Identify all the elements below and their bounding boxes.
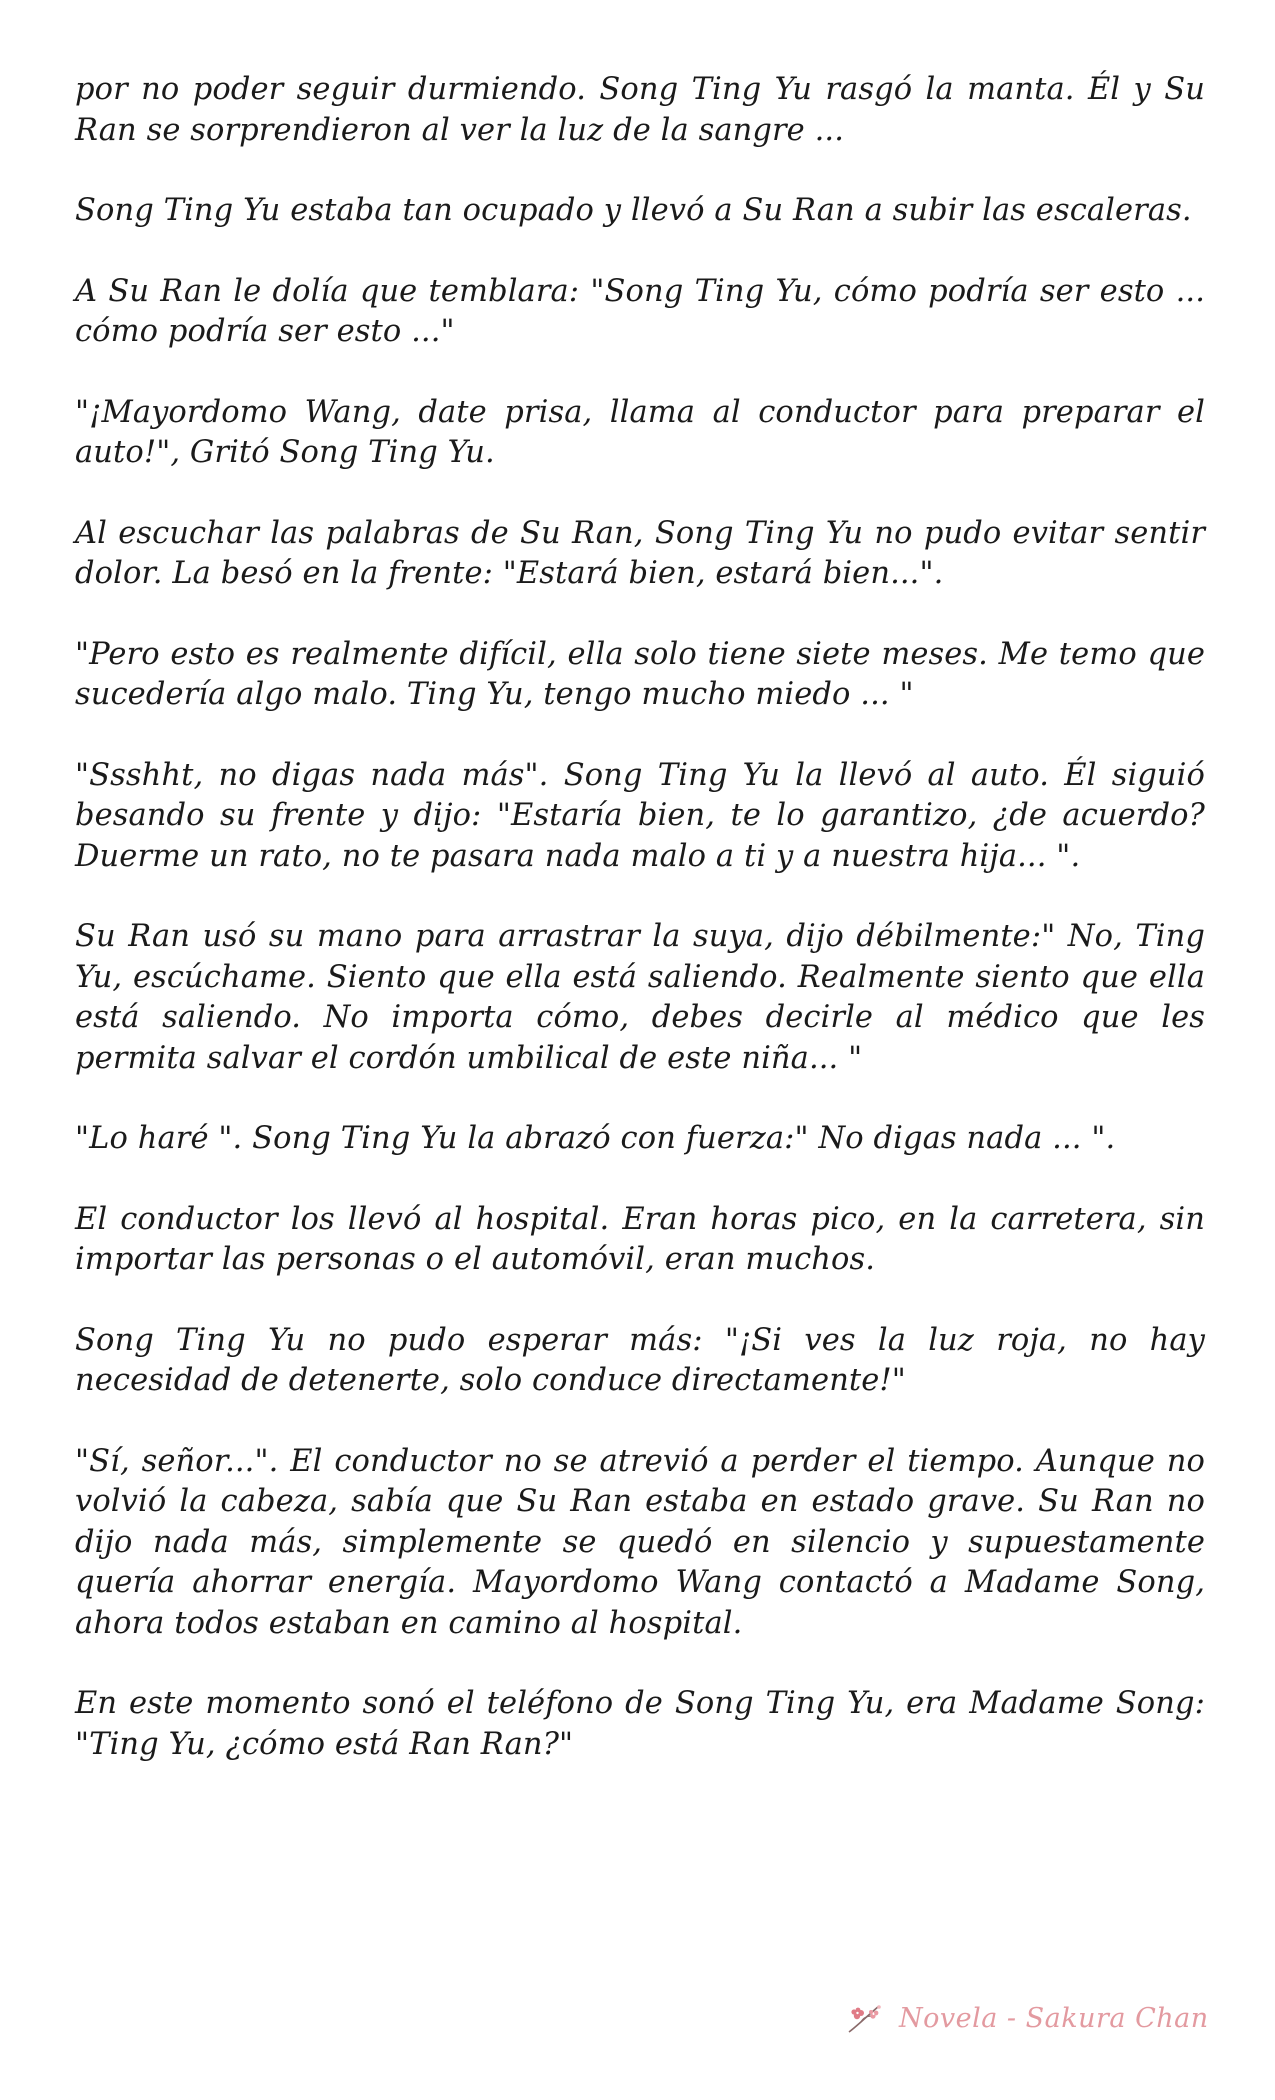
paragraph-13: En este momento sonó el teléfono de Song Ting Yu, era Madame Song: "Ting Yu, ¿cómo está Ran Ran?" [75,1686,1205,1762]
paragraph-7: "Ssshht, no digas nada más". Song Ting Yu la llevó al auto. Él siguió besando su frente y dijo: "Estaría bien, te lo garantizo, ¿de acuerdo? Duerme un rato, no te pasara nada malo a ti y a nuestra hija... ". [75,757,1205,874]
document-body [75,70,1205,1805]
paragraph-6: "Pero esto es realmente difícil, ella solo tiene siete meses. Me temo que sucedería algo malo. Ting Yu, tengo mucho miedo ... " [75,636,1205,712]
paragraph-12: "Sí, señor...". El conductor no se atrevió a perder el tiempo. Aunque no volvió la cabeza, sabía que Su Ran estaba en estado grave. Su Ran no dijo nada más, simplemente se quedó en silencio y supuestamente quería ahorrar energía. Mayordomo Wang contactó a Madame Song, ahora todos estaban en camino al hospital. [75,1443,1205,1641]
paragraph-3: A Su Ran le dolía que temblara: "Song Ting Yu, cómo podría ser esto ... cómo podría ser esto ..." [75,273,1205,349]
paragraph-2: Song Ting Yu estaba tan ocupado y llevó a Su Ran a subir las escaleras. [75,193,1192,228]
sakura-branch-icon [845,2000,885,2036]
paragraph-4: "¡Mayordomo Wang, date prisa, llama al conductor para preparar el auto!", Gritó Song Ting Yu. [75,394,1205,470]
footer-label: Novela - Sakura Chan [899,2002,1209,2034]
footer-watermark [845,1995,1209,2041]
paragraph-11: Song Ting Yu no pudo esperar más: "¡Si ves la luz roja, no hay necesidad de detenerte, solo conduce directamente!" [75,1322,1205,1398]
paragraph-8: Su Ran usó su mano para arrastrar la suya, dijo débilmente:" No, Ting Yu, escúchame. Siento que ella está saliendo. Realmente siento que ella está saliendo. No importa cómo, debes decirle al médico que les permita salvar el cordón umbilical de este niña... " [75,919,1205,1076]
paragraph-9: "Lo haré ". Song Ting Yu la abrazó con fuerza:" No digas nada ... ". [75,1121,1116,1156]
paragraph-10: El conductor los llevó al hospital. Eran horas pico, en la carretera, sin importar las personas o el automóvil, eran muchos. [75,1201,1205,1277]
paragraph-5: Al escuchar las palabras de Su Ran, Song Ting Yu no pudo evitar sentir dolor. La besó en la frente: "Estará bien, estará bien...". [75,515,1205,591]
paragraph-1: por no poder seguir durmiendo. Song Ting Yu rasgó la manta. Él y Su Ran se sorprendieron al ver la luz de la sangre ... [75,72,1205,148]
